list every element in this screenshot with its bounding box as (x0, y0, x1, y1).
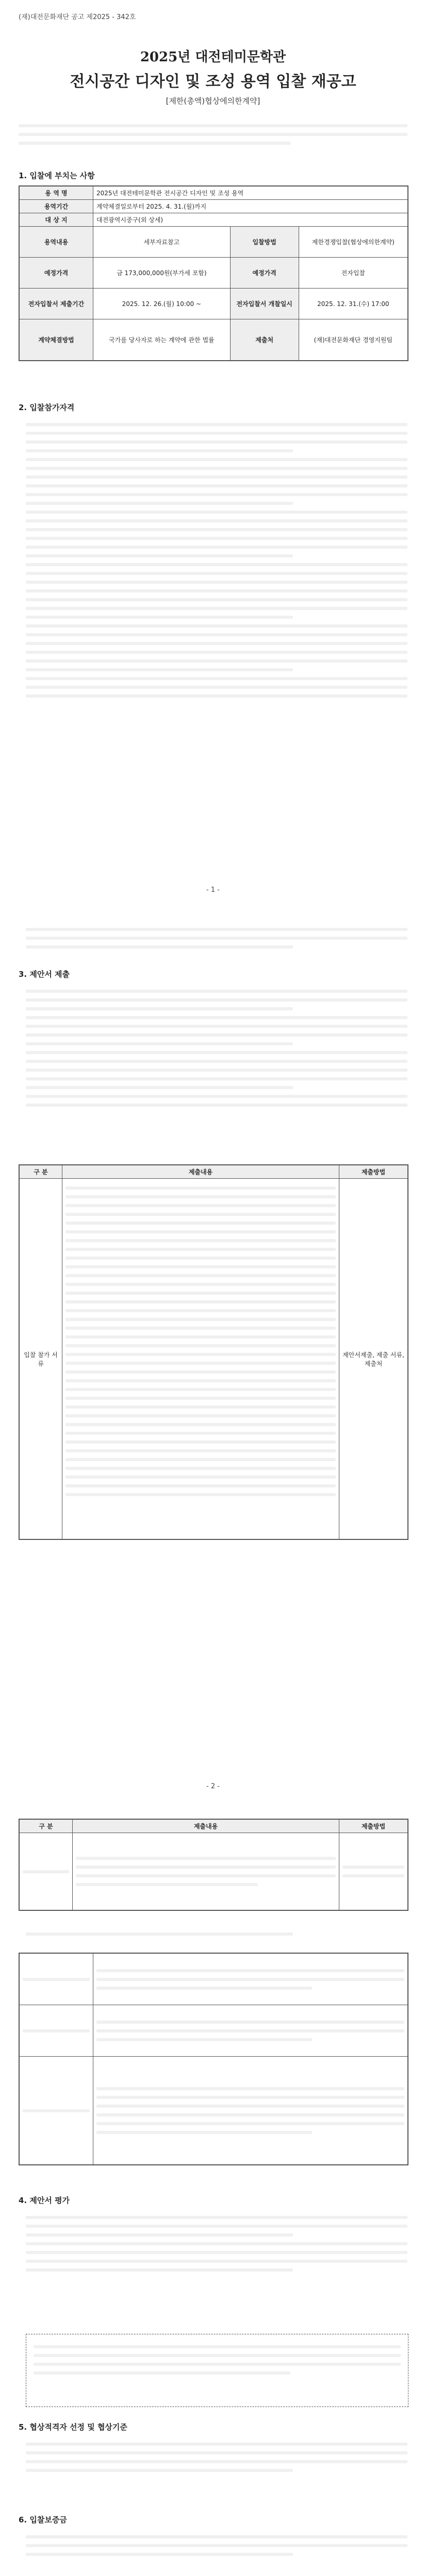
row-value: 2025. 12. 31.(수) 17:00 (299, 289, 407, 319)
table-row (20, 227, 408, 258)
submission-table-cont (19, 1819, 408, 1911)
row-label: 전자입찰서 개찰일시 (230, 289, 299, 319)
method-cell: 제안서제출, 제출 서류, 제출처 (339, 1179, 408, 1539)
section-6-heading: 6. 입찰보증금 (19, 2515, 67, 2524)
row-value: 계약체결일로부터 2025. 4. 31.(월)까지 (93, 200, 408, 213)
row-label: 용 역 명 (20, 187, 93, 200)
row-content (93, 2057, 408, 2165)
table-row (20, 2057, 408, 2165)
page-2-body (26, 922, 407, 954)
header-cell: 제출방법 (339, 1165, 408, 1179)
row-label: 계약체결방법 (20, 319, 93, 361)
section-3-body (26, 984, 407, 1112)
table-row (20, 289, 408, 319)
table-note (26, 1927, 407, 1941)
header-cell: 구 분 (20, 1165, 62, 1179)
row-content (62, 1179, 339, 1539)
submission-table (19, 1164, 408, 1540)
row-content (93, 2005, 408, 2057)
row-label: 예정가격 (20, 258, 93, 289)
table-header-row (20, 1165, 408, 1179)
section-5-heading: 5. 협상적격자 선정 및 협상기준 (19, 2422, 127, 2432)
page-number: - 2 - (206, 1783, 220, 1790)
title-line-2: 전시공간 디자인 및 조성 용역 입찰 재공고 (70, 73, 356, 91)
title-block (0, 46, 426, 106)
table-row (20, 187, 408, 200)
method-cell (339, 1833, 408, 1910)
row-label: 용역기간 (20, 200, 93, 213)
row-label: 입찰 참가 서류 (20, 1179, 62, 1539)
table-row (20, 258, 408, 289)
header-cell: 제출내용 (62, 1165, 339, 1179)
section-4-heading: 4. 제안서 평가 (19, 2196, 70, 2205)
doc-number: (재)대전문화재단 공고 제2025 - 342호 (19, 13, 136, 21)
row-value: (재)대전문화재단 경영지원팀 (299, 319, 407, 361)
row-value: 세부자료참고 (93, 227, 231, 258)
row-value: 전자입찰 (299, 258, 407, 289)
table-row (20, 2005, 408, 2057)
notice-box (26, 2334, 408, 2407)
section-6-body (26, 2530, 407, 2562)
row-value: 금 173,000,000원(부가세 포함) (93, 258, 231, 289)
section-3-heading: 3. 제안서 제출 (19, 970, 70, 979)
row-content (73, 1833, 339, 1910)
row-label: 예정가격 (230, 258, 299, 289)
row-content (93, 1954, 408, 2005)
section-2-body (26, 417, 407, 703)
table-row (20, 200, 408, 213)
row-label (20, 2057, 93, 2165)
row-label (20, 1954, 93, 2005)
section-5-body (26, 2437, 407, 2478)
title-line-3: [제한(총액)협상에의한계약] (166, 96, 260, 106)
row-value: 2025. 12. 26.(월) 10:00 ~ (93, 289, 231, 319)
row-value: 국가를 당사자로 하는 계약에 관한 법률 (93, 319, 231, 361)
row-label (20, 1833, 73, 1910)
evaluation-table (19, 1953, 408, 2165)
table-row (20, 319, 408, 361)
header-cell: 제출내용 (73, 1820, 339, 1833)
row-label: 전자입찰서 제출기간 (20, 289, 93, 319)
table-row (20, 1954, 408, 2005)
header-cell: 제출방법 (339, 1820, 408, 1833)
row-label: 용역내용 (20, 227, 93, 258)
row-label (20, 2005, 93, 2057)
table-row (20, 213, 408, 227)
table-row (20, 1833, 408, 1910)
row-value: 대전광역시중구(외 상세) (93, 213, 408, 227)
table-row (20, 1179, 408, 1539)
row-label: 제출처 (230, 319, 299, 361)
row-label: 대 상 지 (20, 213, 93, 227)
title-line-1: 2025년 대전테미문학관 (140, 49, 286, 65)
header-cell: 구 분 (20, 1820, 73, 1833)
table-header-row (20, 1820, 408, 1833)
section-2-heading: 2. 입찰참가자격 (19, 403, 75, 412)
row-value: 제한경쟁입찰(협상에의한계약) (299, 227, 407, 258)
info-table (19, 185, 408, 361)
row-label: 입찰방법 (230, 227, 299, 258)
section-1-heading: 1. 입찰에 부치는 사항 (19, 171, 95, 180)
section-4-body (26, 2210, 407, 2277)
intro-paragraph (19, 118, 407, 150)
row-value: 2025년 대전테미문학관 전시공간 디자인 및 조성 용역 (93, 187, 408, 200)
page-number: - 1 - (206, 886, 220, 894)
